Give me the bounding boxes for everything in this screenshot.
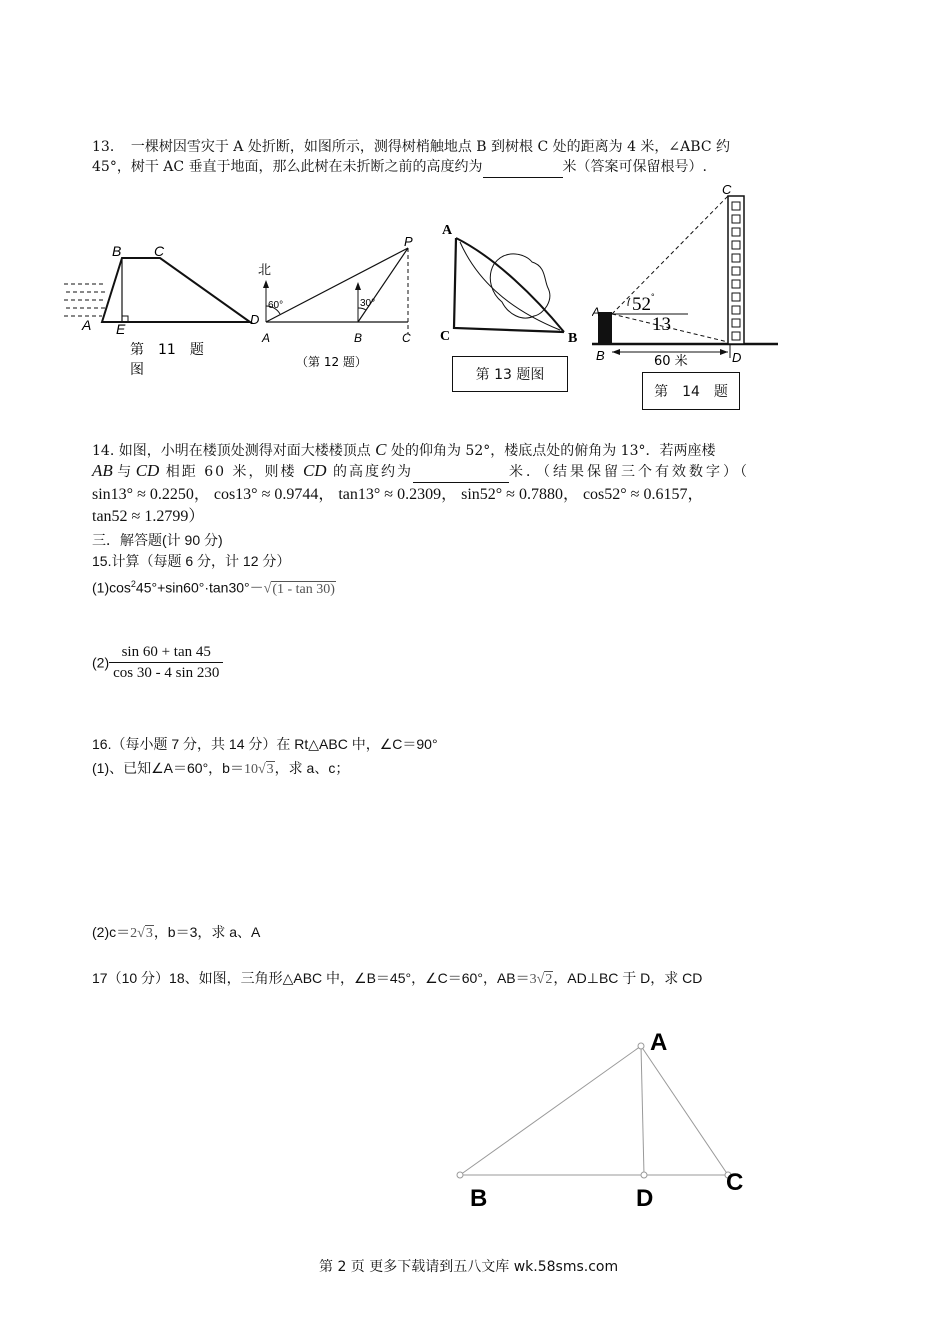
- q15-part-1: [92, 574, 336, 600]
- q16-p1-text-2: ，求 a、c；: [274, 760, 350, 776]
- q16-part-1: [92, 758, 349, 780]
- figure-14: [592, 180, 782, 370]
- building-ab: [598, 312, 612, 344]
- fig12-angle-60: 60°: [268, 300, 284, 311]
- q15-p2-label: (2): [92, 654, 110, 671]
- q14-l2-text-2: 相距 60 米，则楼: [159, 464, 303, 480]
- fig11-caption-2: 图: [130, 362, 144, 378]
- dim-arrow-right: [720, 349, 728, 355]
- fig14-angle-13: 13: [652, 314, 671, 335]
- fig12-angle-30: 30°: [360, 298, 376, 309]
- q17-text-2: ，AD⊥BC 于 D，求 CD: [553, 970, 703, 986]
- q13-line-2-text: 45°，树干 AC 垂直于地面，那么此树在未折断之前的高度约为: [92, 159, 483, 175]
- q15-p2-fraction: [109, 642, 223, 683]
- q14-l1-text: 14. 如图，小明在楼顶处测得对面大楼楼顶点: [92, 443, 376, 459]
- triangle-label-b: B: [470, 1185, 488, 1212]
- figure-12: [246, 234, 426, 374]
- fig12-label-b: B: [354, 331, 363, 345]
- north-arrow-head-b: [355, 282, 361, 290]
- q15-p2-numerator: sin 60 + tan 45: [109, 642, 223, 663]
- q16-p2-radicand: 3: [145, 926, 153, 941]
- page-footer: 第 2 页 更多下载请到五八文库 wk.58sms.com: [319, 1259, 619, 1275]
- q13-line-1: 13． 一棵树因雪灾于 A 处折断，如图所示，测得树梢触地点 B 到树根 C 处的距离为 4 米，∠ABC 约: [92, 139, 730, 155]
- fig14-angle-52-degree: °: [651, 292, 655, 302]
- fig14-caption: 第 14 题: [654, 384, 728, 400]
- fig14-label-c: C: [722, 182, 732, 197]
- vertex-a: [638, 1043, 644, 1049]
- q15-part-2: [92, 642, 223, 683]
- water-lines: [64, 284, 106, 316]
- q14-line-3: sin13° ≈ 0.2250， cos13° ≈ 0.9744， tan13° ≈ 0.2309， sin52° ≈ 0.7880， cos52° ≈ 0.6157，: [92, 486, 704, 503]
- triangle-label-c: C: [726, 1169, 744, 1196]
- fig14-caption-box: [642, 372, 740, 410]
- fig13-label-b: B: [568, 331, 578, 346]
- dim-arrow-left: [612, 349, 620, 355]
- fig12-caption: （第 12 题）: [296, 355, 367, 369]
- fig13-label-a: A: [442, 223, 453, 238]
- q16-part-2: [92, 922, 260, 944]
- q14-l2-ab: AB: [92, 461, 113, 480]
- north-arrow-head-a: [263, 280, 269, 288]
- fig14-label-d: D: [732, 350, 742, 365]
- q15-p1-text: (1)cos: [92, 579, 131, 596]
- q14-l2-cd-2: CD: [302, 461, 327, 480]
- fig11-label-a: A: [82, 317, 92, 333]
- fig12-north-label: 北: [258, 263, 272, 278]
- q16-p2-value: 2√3: [130, 926, 153, 941]
- fig14-distance: 60 米: [654, 354, 688, 369]
- fallen-tree: [456, 238, 564, 332]
- line-ap: [266, 248, 408, 322]
- q13-answer-blank[interactable]: [483, 157, 563, 178]
- q15-p1-text-2: 45°+sin60°·tan30°－: [135, 579, 264, 596]
- q16-p2-text-2: ，b＝3，求 a、A: [153, 924, 261, 940]
- q16-p1-text: (1)、已知∠A＝60°，b＝: [92, 760, 244, 776]
- q17-text-1: 17（10 分）18、如图，三角形△ABC 中，∠B＝45°，∠C＝60°，AB＝: [92, 970, 530, 986]
- q15-p1-radicand: (1 - tan 30): [272, 581, 335, 597]
- q14-l2-text: 与: [112, 464, 136, 480]
- fig12-label-p: P: [404, 234, 413, 249]
- q17-radicand: 2: [545, 972, 553, 987]
- q16-p2-text: (2)c＝: [92, 924, 131, 940]
- q14-l2-text-4: 米．（结果保留三个有效数字）（: [509, 464, 751, 480]
- fig11-caption-1: 第 11 题: [130, 342, 204, 358]
- q14-l2-cd: CD: [135, 461, 160, 480]
- q17-coef: 3: [529, 972, 537, 987]
- fig11-label-b: B: [112, 243, 122, 259]
- q13-line-2-tail: 米（答案可保留根号）.: [562, 159, 707, 175]
- q17-value: 3√2: [529, 972, 553, 987]
- q16-p2-coef: 2: [130, 926, 138, 941]
- building-windows: [732, 202, 740, 340]
- fig14-label-b: B: [596, 348, 605, 363]
- triangle-label-d: D: [636, 1185, 654, 1212]
- fig13-caption: 第 13 题图: [475, 367, 545, 383]
- point-d: [641, 1172, 647, 1178]
- fig14-angle-52: 52: [632, 294, 651, 315]
- q15-p1-radical: √(1 - tan 30): [263, 581, 335, 597]
- q17-text: [92, 968, 702, 990]
- fig12-label-c: C: [402, 331, 411, 345]
- fig13-caption-box: [452, 356, 568, 392]
- q14-line-4: tan52 ≈ 1.2799）: [92, 508, 205, 525]
- trapezoid-dam: [102, 258, 250, 322]
- q16-p1-coef: 10: [243, 762, 258, 777]
- tree-trunk: [454, 238, 564, 332]
- q13-line-2: [92, 157, 707, 178]
- fig11-label-e: E: [116, 321, 126, 337]
- fig14-label-a: A: [592, 305, 601, 319]
- fig12-label-a: A: [262, 331, 271, 345]
- line-bp: [358, 248, 408, 322]
- q14-l2-text-3: 的高度约为: [326, 464, 414, 480]
- q15-p1-sup: 2: [130, 579, 136, 589]
- triangle-label-a: A: [650, 1029, 668, 1056]
- side-ac: [641, 1046, 728, 1175]
- q15-p2-denominator: cos 30 - 4 sin 230: [113, 665, 220, 681]
- side-ab: [460, 1046, 641, 1175]
- q14-l1-text-2: 处的仰角为 52°，楼底点处的俯角为 13°．若两座楼: [386, 443, 716, 459]
- tree-branch: [460, 242, 560, 330]
- vertex-b: [457, 1172, 463, 1178]
- angle-arc-52: [628, 298, 630, 306]
- q14-answer-blank[interactable]: [413, 462, 509, 483]
- section-3-heading: 三．解答题(计 90 分): [92, 532, 223, 548]
- q16-title: 16.（每小题 7 分，共 14 分）在 Rt△ABC 中，∠C＝90°: [92, 736, 438, 752]
- fig12-label-d: D: [250, 312, 260, 327]
- figure-11: [62, 238, 262, 378]
- sight-line-c: [612, 196, 728, 314]
- q14-line-2: [92, 461, 750, 483]
- fig11-label-c: C: [154, 243, 165, 259]
- q16-p1-radicand: 3: [266, 762, 274, 777]
- figure-13: [436, 218, 586, 348]
- altitude-ad: [641, 1046, 644, 1175]
- q16-p1-value: 10√3: [243, 762, 274, 777]
- q15-title: 15.计算（每题 6 分，计 12 分）: [92, 553, 291, 569]
- q14-l1-c: C: [375, 440, 387, 459]
- q14-line-1: [92, 440, 716, 461]
- triangle-figure: [440, 1020, 770, 1220]
- fig13-label-c: C: [440, 329, 451, 344]
